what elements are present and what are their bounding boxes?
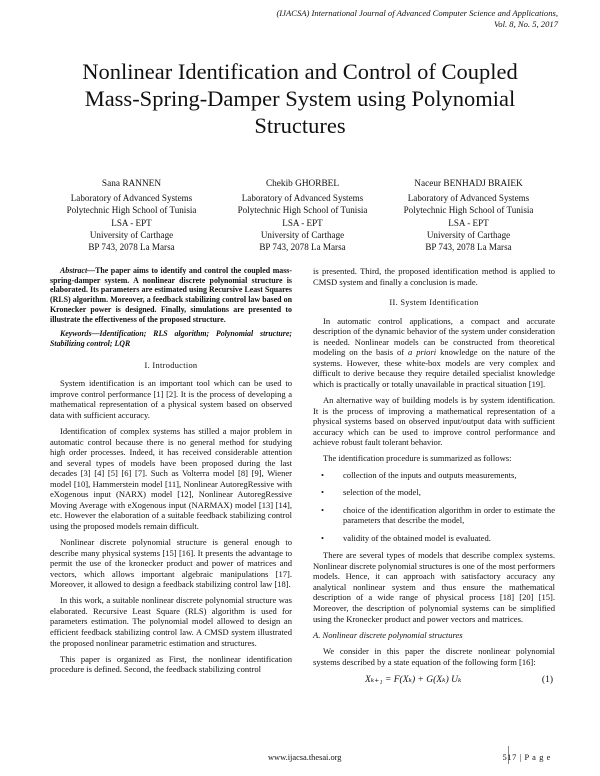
list-item <box>313 505 555 526</box>
author-1 <box>44 178 219 253</box>
section-heading-introduction: I. Introduction <box>144 360 198 370</box>
list-item-text: selection of the model, <box>343 487 421 498</box>
paragraph-text: In automatic control applications, a compact and accurate description of the dynamic behavior of the system under consideration is needed. Nonlinear models can be constructed from theoretical modeling on the basis of <box>313 315 555 358</box>
bullet-icon: • <box>321 487 324 498</box>
bullet-list <box>313 470 555 544</box>
footer-url[interactable]: www.ijacsa.thesai.org <box>268 753 342 762</box>
paragraph-text: knowledge on the nature of the systems. However, these white-box models are very complex and difficult to derive because they require detailed specialist knowledge which is practically or totally unavailable in practical situation [19]. <box>313 347 556 389</box>
title-line-1: Nonlinear Identification and Control of Coupled <box>82 59 518 84</box>
list-item <box>313 533 555 544</box>
bullet-icon: • <box>321 532 324 543</box>
list-item-text: validity of the obtained model is evaluated. <box>343 532 491 543</box>
author-affiliation: University of Carthage <box>260 229 345 240</box>
paragraph: An alternative way of building models is by system identification. It is the process of improving a mathematical representation of a physical systems based on observed input/output data with sufficient accuracy which can be used to improve control performance and achieve robust fault tolerant behavior. <box>313 395 555 448</box>
paragraph: The identification procedure is summarized as follows: <box>323 453 512 464</box>
bullet-icon: • <box>321 504 324 515</box>
abstract <box>50 266 292 324</box>
keywords-label: Keywords— <box>60 329 100 339</box>
author-affiliation: Laboratory of Advanced Systems <box>407 193 530 204</box>
paragraph: We consider in this paper the discrete nonlinear polynomial systems described by a state equation of the following form [16]: <box>313 646 555 667</box>
page-number: 517 | P a g e <box>502 753 551 762</box>
abstract-text: The paper aims to identify and control the coupled mass-spring-damper system. A nonlinear discrete polynomial structure is elaborated. Its parameters are estimated using Recursive Least Squares (RLS) algorithm. Moreover, a feedback stabilizing control law based on Kronecker power is designed. Finally, simulations are presented to illustrate the effectiveness of the proposed structure. <box>50 266 292 324</box>
author-address: BP 743, 2078 La Marsa <box>425 242 512 253</box>
list-item <box>313 470 555 481</box>
paragraph: There are several types of models that describe complex systems. Nonlinear discrete polynomial structures is one of the most performers models. Hence, it can approach with satisfactory accuracy any analytical nonlinear system and thus ensure the mathematical description of a wide range of physical process [18] [20] [15]. Moreover, the description of polynomial systems can be simplified using the Kronecker product and power vectors and matrices. <box>313 550 555 624</box>
author-affiliation: Polytechnic High School of Tunisia <box>66 205 197 216</box>
paragraph: System identification is an important tool which can be used to improve control performance [1] [2]. It is the process of developing a mathematical representation of a physical system based on observed data with sufficient accuracy. <box>50 378 292 420</box>
paragraph: Nonlinear discrete polynomial structure is general enough to describe many physical systems [15] [16]. It presents the advantage to permit the use of the kronecker product and power of matrices and vectors, which allows important algebraic manipulations [17]. Moreover, it allowed to design a feedback stabilizing control law [18]. <box>50 537 292 590</box>
journal-header <box>178 8 558 30</box>
bullet-icon: • <box>321 469 324 480</box>
author-2 <box>215 178 390 253</box>
title-line-3: Structures <box>254 113 346 138</box>
journal-volume: Vol. 8, No. 5, 2017 <box>494 19 558 29</box>
paper-title <box>40 58 560 139</box>
equation-body: Xₖ₊₁ = F(Xₖ) + G(Xₖ) Uₖ <box>365 674 462 685</box>
emphasis-text: a priori <box>408 347 437 358</box>
equation-1 <box>313 673 555 689</box>
page-footer <box>0 752 600 766</box>
author-name: Naceur BENHADJ BRAIEK <box>414 179 523 189</box>
author-affiliation: Laboratory of Advanced Systems <box>70 193 193 204</box>
journal-name: (IJACSA) International Journal of Advanced Computer Science and Applications, <box>276 8 558 18</box>
paragraph: In this work, a suitable nonlinear discrete polynomial structure was elaborated. Recursive Least Square (RLS) algorithm is used for parameters estimation. The polynomial model allowed to design an efficient feedback stabilizing control law. A CMSD system illustrated the proposed nonlinear parametric estimation and structures. <box>50 595 292 648</box>
equation-number: (1) <box>541 674 553 685</box>
author-affiliation: LSA - EPT <box>111 217 152 228</box>
list-item-text: choice of the identification algorithm in order to estimate the parameters that describe the model, <box>343 504 555 526</box>
author-affiliation: Laboratory of Advanced Systems <box>241 193 364 204</box>
abstract-label: Abstract— <box>60 266 96 275</box>
paragraph: Identification of complex systems has stilled a major problem in automatic control because there is no general method for studying high order processes. Indeed, it has received considerable attention and several types of models have been proposed during the last decades [3] [4] [5] [6] [7]. Such as Volterra model [8] [9], Wiener model [10], Hammerstein model [11], Nonlinear AutoregRessive with eXogenous input (NARX) model [12], Nonlinear AutoregRessive Moving Average with eXogenous input (NARMAX) model [13] [14], etc. However the elaboration of a suitable feedback stabilizing control using the proposed models remain difficult. <box>50 425 292 531</box>
subsection-heading: A. Nonlinear discrete polynomial structures <box>313 629 463 640</box>
author-affiliation: University of Carthage <box>89 229 174 240</box>
list-item-text: collection of the inputs and outputs measurements, <box>343 469 517 480</box>
author-name: Sana RANNEN <box>101 179 162 189</box>
author-affiliation: University of Carthage <box>426 229 511 240</box>
paragraph: This paper is organized as First, the nonlinear identification procedure is defined. Second, the feedback stabilizing control <box>50 653 292 675</box>
author-address: BP 743, 2078 La Marsa <box>88 242 175 253</box>
list-item <box>313 487 555 498</box>
author-affiliation: Polytechnic High School of Tunisia <box>237 205 368 216</box>
section-heading-system-identification: II. System Identification <box>389 298 479 308</box>
left-column <box>50 266 292 680</box>
author-affiliation: Polytechnic High School of Tunisia <box>403 205 534 216</box>
keywords <box>50 329 292 348</box>
title-line-2: Mass-Spring-Damper System using Polynomial <box>84 86 516 111</box>
keywords-text: Identification; RLS algorithm; Polynomial structure; Stabilizing control; LQR <box>50 329 292 348</box>
author-affiliation: LSA - EPT <box>282 217 323 228</box>
paragraph: is presented. Third, the proposed identification method is applied to CMSD system and finally a conclusion is made. <box>313 266 555 287</box>
paragraph <box>313 316 555 390</box>
right-column <box>313 266 555 689</box>
author-3 <box>381 178 556 253</box>
author-address: BP 743, 2078 La Marsa <box>259 242 346 253</box>
author-affiliation: LSA - EPT <box>448 217 489 228</box>
author-name: Chekib GHORBEL <box>265 179 340 189</box>
